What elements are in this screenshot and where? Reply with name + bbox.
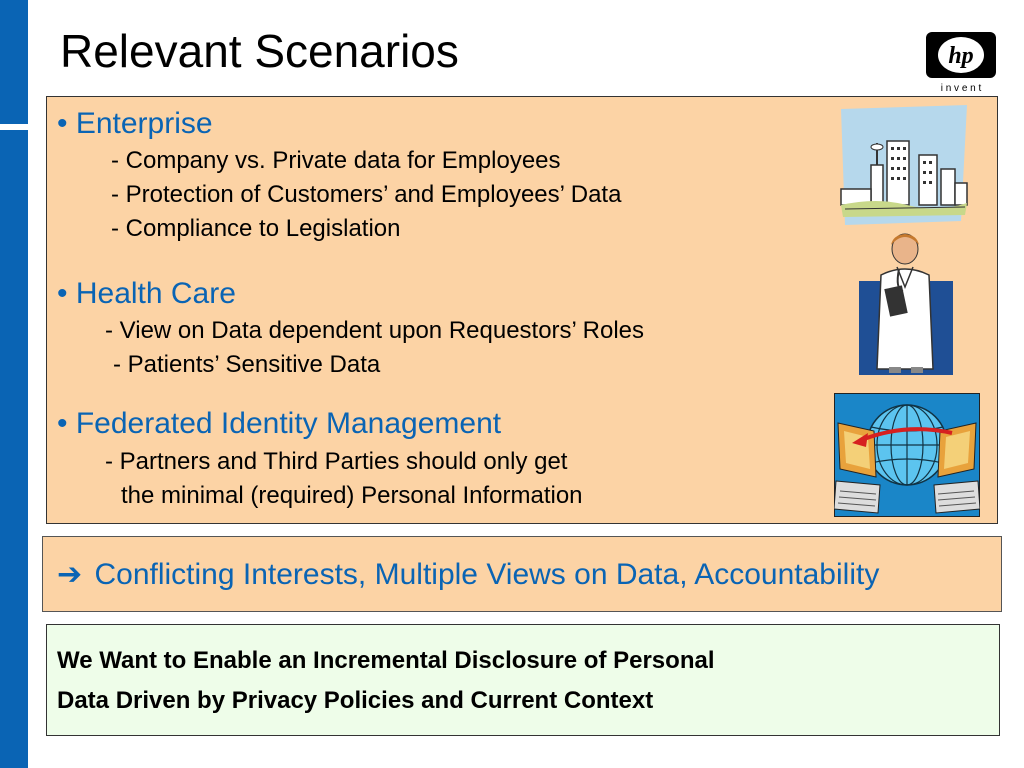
health-item-2: - Patients’ Sensitive Data: [113, 351, 381, 378]
scenarios-box: [46, 96, 998, 524]
hp-logo-text: hp: [948, 43, 974, 69]
federated-item-1: - Partners and Third Parties should only get: [105, 448, 568, 475]
enterprise-item-3: - Compliance to Legislation: [111, 215, 401, 242]
left-bar-divider: [0, 124, 28, 130]
slide-title: Relevant Scenarios: [60, 25, 459, 77]
left-accent-bar: [0, 0, 28, 768]
goal-line-1: We Want to Enable an Incremental Disclosure of Personal: [57, 647, 715, 674]
health-item-1: - View on Data dependent upon Requestors’ Roles: [105, 317, 645, 344]
conflict-statement: [57, 557, 879, 592]
enterprise-item-1: - Company vs. Private data for Employees: [111, 147, 561, 174]
heading-enterprise: • Enterprise: [57, 107, 213, 140]
conflict-box: [42, 536, 1002, 612]
heading-federated-identity: • Federated Identity Management: [57, 407, 502, 440]
goal-line-2: Data Driven by Privacy Policies and Current Context: [57, 687, 654, 714]
heading-health-care: • Health Care: [57, 277, 236, 310]
doctor-icon: [859, 229, 953, 375]
city-skyline-icon: [837, 105, 971, 229]
federated-network-icon: [834, 393, 980, 517]
conflict-text: Conflicting Interests, Multiple Views on Data, Accountability: [94, 558, 880, 591]
goal-box: [46, 624, 1000, 736]
federated-item-2: the minimal (required) Personal Information: [121, 482, 583, 509]
hp-logo: [924, 30, 998, 94]
right-arrow-icon: ➔: [57, 558, 83, 591]
hp-logo-tagline: i n v e n t: [940, 83, 982, 94]
enterprise-item-2: - Protection of Customers’ and Employees’ Data: [111, 181, 622, 208]
